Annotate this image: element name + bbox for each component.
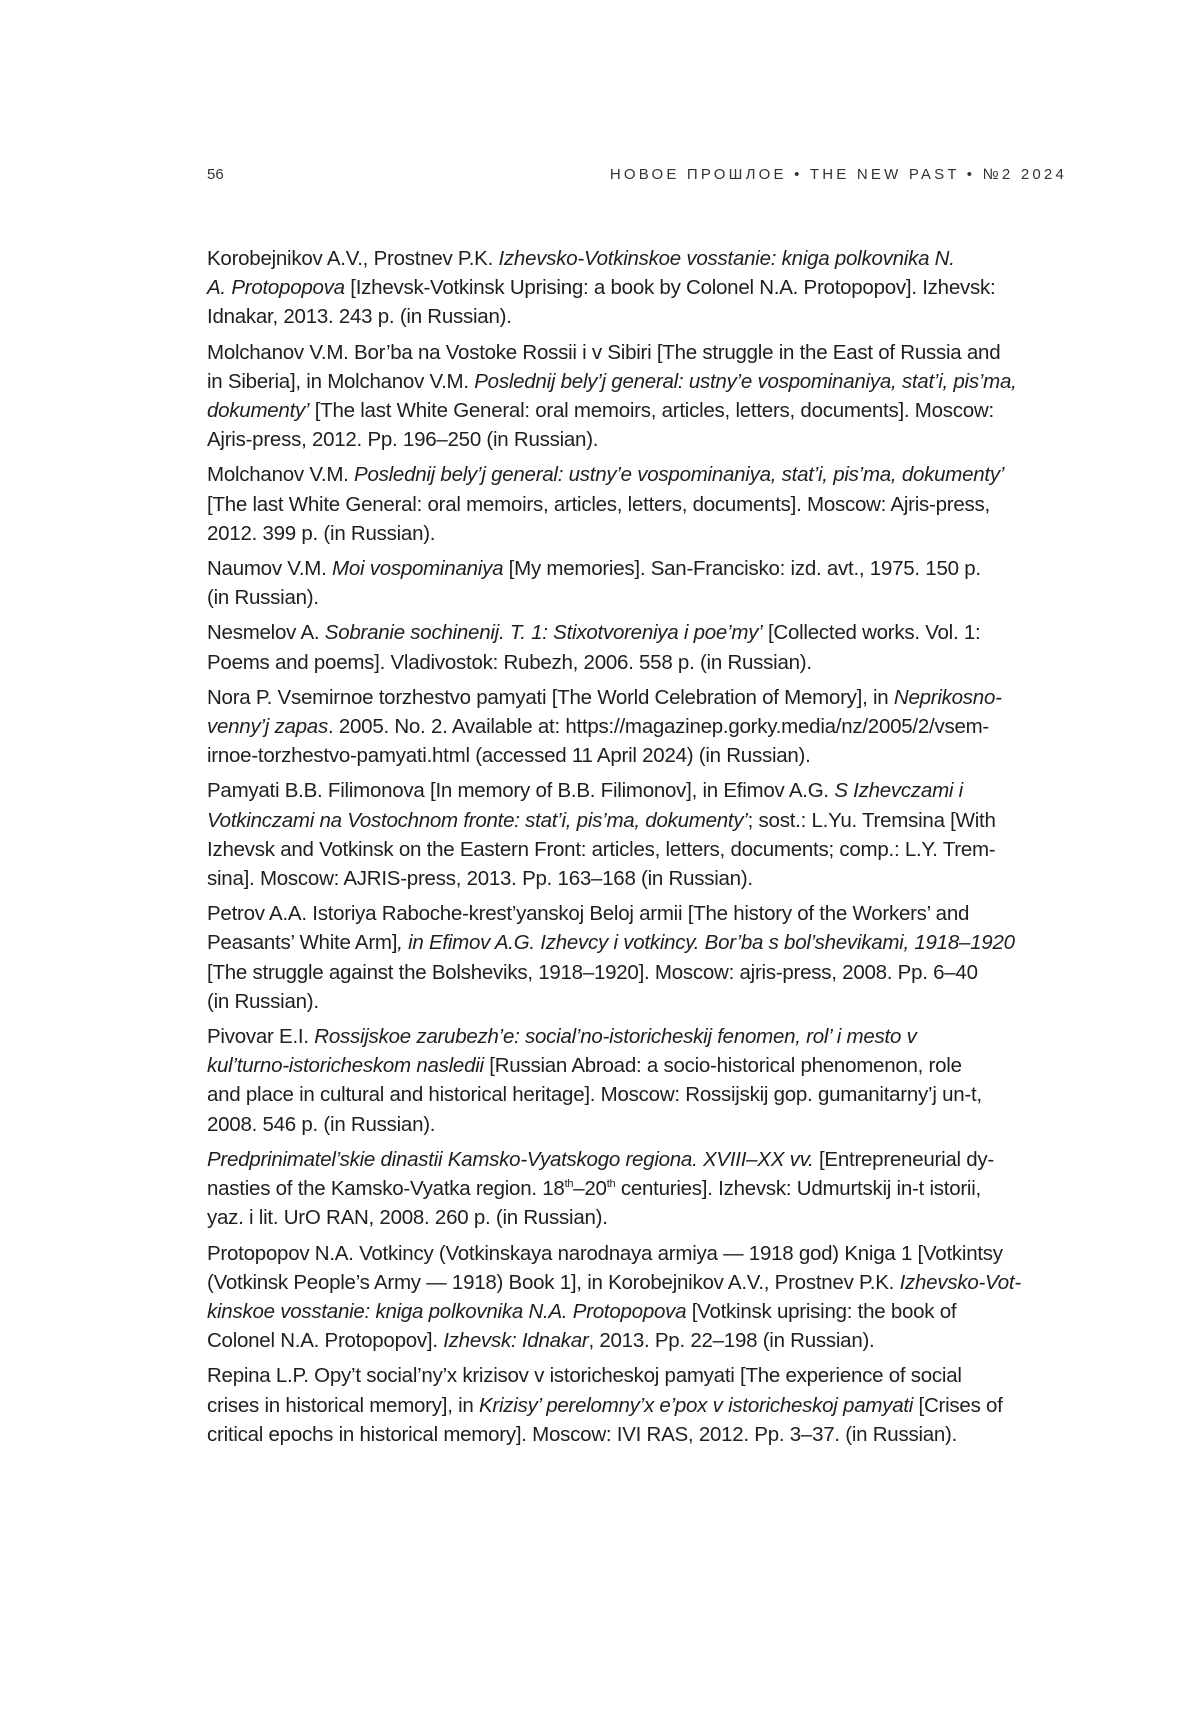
- reference-list: [207, 244, 1067, 1455]
- reference-entry: [207, 554, 1067, 612]
- reference-text: Poems and poems]. Vladivostok: Rubezh, 2006. 558 p. (in Russian).: [207, 650, 812, 674]
- reference-text: Molchanov V.M. Bor’ba na Vostoke Rossii i v Sibiri [The struggle in the East of Russia and: [207, 340, 1001, 364]
- reference-text: and place in cultural and historical heritage]. Moscow: Rossijskij gop. gumanitarny’j un-t,: [207, 1083, 982, 1107]
- reference-text: [My memories]. San-Francisko: izd. avt., 1975. 150 p.: [503, 557, 981, 581]
- reference-text: Pivovar E.I.: [207, 1025, 315, 1049]
- reference-text: Korobejnikov A.V., Prostnev P.K.: [207, 247, 499, 270]
- reference-text: Molchanov V.M.: [207, 463, 355, 487]
- reference-text: Peasants’ White Arm]: [207, 931, 398, 955]
- italic-title-text: Izhevsko-Votkinskoe vosstanie: kniga polkovnika N.: [498, 247, 955, 270]
- reference-text: [The last White General: oral memoirs, articles, letters, documents]. Moscow: Ajris-press,: [207, 492, 990, 516]
- reference-entry: [207, 899, 1067, 1016]
- superscript-text: th: [606, 1178, 616, 1191]
- superscript-text: th: [564, 1178, 574, 1191]
- italic-title-text: Izhevsk: Idnakar: [443, 1329, 589, 1353]
- italic-title-text: Votkinczami na Vostochnom fronte: stat’i, pis’ma, dokumenty’: [207, 808, 748, 832]
- italic-title-text: kinskoe vosstanie: kniga polkovnika N.A. Protopopova: [207, 1299, 687, 1323]
- italic-title-text: Poslednij bely’j general: ustny’e vospominaniya, stat’i, pis’ma,: [474, 369, 1017, 393]
- reference-text: [Entrepreneurial dy-: [813, 1147, 995, 1171]
- italic-title-text: kul’turno-istoricheskom nasledii: [207, 1054, 484, 1078]
- italic-title-text: Poslednij bely’j general: ustny’e vospominaniya, stat’i, pis’ma, dokumenty’: [354, 463, 1005, 487]
- reference-entry: [207, 683, 1067, 771]
- italic-title-text: S Izhevczami i: [834, 779, 963, 803]
- reference-entry: [207, 618, 1067, 676]
- reference-text: centuries]. Izhevsk: Udmurtskij in-t istorii,: [615, 1177, 981, 1201]
- italic-title-text: Izhevsko-Vot-: [899, 1270, 1021, 1294]
- reference-text: sina]. Moscow: AJRIS-press, 2013. Pp. 163–168 (in Russian).: [207, 867, 753, 891]
- italic-title-text: Rossijskoe zarubezh’e: social’no-istoricheskij fenomen, rol’ i mesto v: [314, 1025, 917, 1049]
- reference-text: 2012. 399 p. (in Russian).: [207, 521, 436, 545]
- italic-title-text: venny’j zapas: [207, 715, 328, 739]
- reference-text: (Votkinsk People’s Army — 1918) Book 1], in Korobejnikov A.V., Prostnev P.K.: [207, 1270, 900, 1294]
- page-number: 56: [207, 166, 224, 183]
- reference-text: ; sost.: L.Yu. Tremsina [With: [747, 808, 996, 832]
- reference-text: irnoe-torzhestvo-pamyati.html (accessed 11 April 2024) (in Russian).: [207, 744, 811, 768]
- running-head: НОВОЕ ПРОШЛОЕ • THE NEW PAST • №2 2024: [609, 166, 1067, 183]
- reference-entry: [207, 1145, 1067, 1233]
- reference-entry: [207, 244, 1067, 332]
- reference-text: Ajris-press, 2012. Pp. 196–250 (in Russian).: [207, 428, 599, 452]
- reference-entry: [207, 338, 1067, 455]
- reference-text: [Izhevsk-Votkinsk Uprising: a book by Colonel N.A. Protopopov]. Izhevsk:: [344, 276, 996, 300]
- reference-text: crises in historical memory], in: [207, 1393, 479, 1417]
- reference-text: Protopopov N.A. Votkincy (Votkinskaya narodnaya armiya — 1918 god) Kniga 1 [Votkintsy: [207, 1241, 1003, 1265]
- reference-text: –20: [573, 1177, 607, 1201]
- reference-text: [Russian Abroad: a socio-historical phenomenon, role: [483, 1054, 962, 1078]
- reference-text: [The last White General: oral memoirs, articles, letters, documents]. Moscow:: [309, 399, 994, 423]
- reference-entry: [207, 1022, 1067, 1139]
- italic-title-text: dokumenty’: [207, 399, 310, 423]
- reference-text: [The struggle against the Bolsheviks, 1918–1920]. Moscow: ajris-press, 2008. Pp. 6–40: [207, 960, 978, 984]
- reference-text: Nesmelov A.: [207, 621, 325, 645]
- italic-title-text: , in Efimov A.G. Izhevcy i votkincy. Bor’ba s bol’shevikami, 1918–1920: [397, 931, 1015, 955]
- italic-title-text: A. Protopopova: [207, 276, 345, 300]
- reference-text: Repina L.P. Opy’t social’ny’x krizisov v istoricheskoj pamyati [The experience of social: [207, 1364, 962, 1388]
- reference-text: [Crises of: [913, 1393, 1003, 1417]
- reference-text: yaz. i lit. UrO RAN, 2008. 260 p. (in Russian).: [207, 1206, 608, 1230]
- italic-title-text: Neprikosno-: [893, 685, 1002, 709]
- italic-title-text: Sobranie sochinenij. T. 1: Stixotvoreniya i poe’my’: [324, 621, 763, 645]
- reference-text: Petrov A.A. Istoriya Raboche-krest’yanskoj Beloj armii [The history of the Workers’ and: [207, 902, 970, 926]
- reference-text: Colonel N.A. Protopopov].: [207, 1329, 444, 1353]
- reference-entry: [207, 1239, 1067, 1356]
- reference-text: [Collected works. Vol. 1:: [762, 621, 981, 645]
- reference-text: nasties of the Kamsko-Vyatka region. 18: [207, 1177, 565, 1201]
- italic-title-text: Krizisy’ perelomny’x e’pox v istoricheskoj pamyati: [478, 1393, 914, 1417]
- reference-text: in Siberia], in Molchanov V.M.: [207, 369, 475, 393]
- reference-text: Idnakar, 2013. 243 p. (in Russian).: [207, 305, 512, 329]
- reference-text: Izhevsk and Votkinsk on the Eastern Front: articles, letters, documents; comp.: L.Y. Trem-: [207, 837, 996, 861]
- italic-title-text: Predprinimatel’skie dinastii Kamsko-Vyatskogo regiona. XVIII–XX vv.: [207, 1147, 814, 1171]
- reference-text: Naumov V.M.: [207, 557, 332, 581]
- page-header: [207, 166, 1067, 188]
- reference-text: (in Russian).: [207, 586, 319, 610]
- reference-entry: [207, 776, 1067, 893]
- reference-text: critical epochs in historical memory]. Moscow: IVI RAS, 2012. Pp. 3–37. (in Russian).: [207, 1422, 958, 1446]
- reference-text: (in Russian).: [207, 989, 319, 1013]
- reference-text: [Votkinsk uprising: the book of: [686, 1299, 957, 1323]
- reference-text: Nora P. Vsemirnoe torzhestvo pamyati [The World Celebration of Memory], in: [207, 685, 894, 709]
- reference-text: . 2005. No. 2. Available at: https://magazinep.gorky.media/nz/2005/2/vsem-: [327, 715, 990, 739]
- reference-text: Pamyati B.B. Filimonova [In memory of B.B. Filimonov], in Efimov A.G.: [207, 779, 835, 803]
- reference-text: , 2013. Pp. 22–198 (in Russian).: [588, 1329, 875, 1353]
- italic-title-text: Moi vospominaniya: [332, 557, 504, 581]
- reference-text: 2008. 546 p. (in Russian).: [207, 1112, 436, 1136]
- reference-entry: [207, 460, 1067, 548]
- reference-entry: [207, 1361, 1067, 1449]
